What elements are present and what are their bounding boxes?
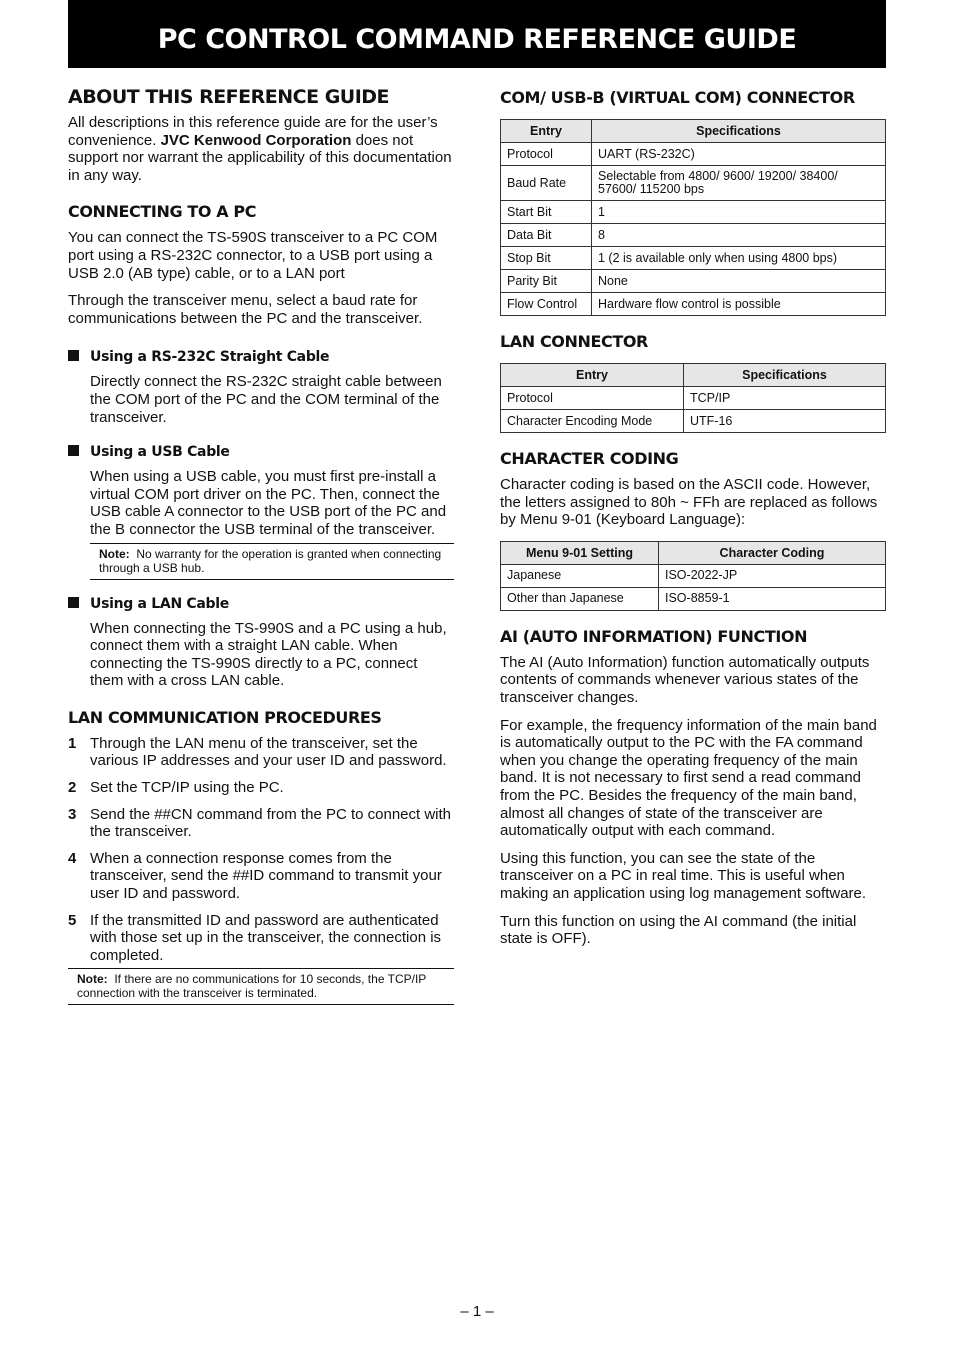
column-header: Entry (501, 364, 684, 387)
column-header: Specifications (592, 120, 886, 143)
left-column (68, 86, 454, 1023)
connecting-heading: CONNECTING TO A PC (68, 202, 257, 222)
about-text: All descriptions in this reference guide are for the user’s convenience. JVC Kenwood Corporation does not support nor warrant the applicability of this documentation in any way. (68, 114, 452, 184)
column-header: Specifications (684, 364, 886, 387)
character-coding-heading: CHARACTER CODING (500, 449, 679, 468)
rs232-section (68, 349, 454, 426)
table-row: Japanese ISO-2022-JP (501, 564, 886, 587)
com-section (500, 88, 886, 316)
table-row: Baud Rate Selectable from 4800/ 9600/ 19200/ 38400/ 57600/ 115200 bps (501, 166, 886, 201)
list-item: 4 When a connection response comes from the transceiver, send the ##ID command to transmit your user ID and password. (68, 849, 442, 903)
usb-text: When using a USB cable, you must first pre-install a virtual COM port driver on the PC. Then, connect the USB cable A connector to the USB port of the PC and the B connector the USB terminal of the transceiver. (90, 468, 447, 538)
lan-connector-heading: LAN CONNECTOR (500, 332, 648, 351)
note-label: Note: (99, 546, 130, 561)
ai-paragraph-2: For example, the frequency information of the main band is automatically output to the PC with the FA command when you change the operating frequency of the main band. It is not necessary to first send a read command from the PC. Besides the frequency of the main band, almost all changes of state of the transceiver are automatically output with each command. (500, 716, 877, 840)
character-coding-table (500, 541, 886, 611)
column-header: Menu 9-01 Setting (501, 541, 659, 564)
note-text: If there are no communications for 10 seconds, the TCP/IP connection with the transceiver is terminated. (77, 972, 427, 1001)
list-item: 2 Set the TCP/IP using the PC. (68, 779, 284, 797)
table-header-row (501, 120, 886, 143)
column-header: Character Coding (659, 541, 886, 564)
connecting-section (68, 202, 454, 327)
table-header-row (501, 364, 886, 387)
list-item: 1 Through the LAN menu of the transceiver, set the various IP addresses and your user ID and password. (68, 734, 447, 770)
lan-procedures-section (68, 708, 454, 1006)
table-row: Start Bit 1 (501, 201, 886, 224)
rs232-text: Directly connect the RS-232C straight cable between the COM port of the PC and the COM terminal of the transceiver. (90, 373, 442, 426)
com-spec-table (500, 119, 886, 316)
lan-cable-heading: Using a LAN Cable (68, 596, 454, 612)
ai-paragraph-3: Using this function, you can see the state of the transceiver on a PC in real time. This is useful when making an application using log management software. (500, 849, 867, 902)
procedure-list (68, 735, 454, 965)
connecting-paragraph-1: You can connect the TS-590S transceiver to a PC COM port using a RS-232C connector, to a USB port using a USB 2.0 (AB type) cable, or to a LAN port (68, 229, 438, 282)
ai-paragraph-1: The AI (Auto Information) function automatically outputs contents of commands whenever various states of the transceiver changes. (500, 653, 870, 706)
page-number: – 1 – (460, 1303, 494, 1320)
table-row: Character Encoding Mode UTF-16 (501, 410, 886, 433)
table-row: Other than Japanese ISO-8859-1 (501, 587, 886, 610)
table-row: Data Bit 8 (501, 224, 886, 247)
rs232-heading: Using a RS-232C Straight Cable (68, 349, 454, 365)
company-name: JVC Kenwood Corporation (160, 131, 352, 149)
square-bullet-icon (68, 350, 79, 361)
page-title: PC CONTROL COMMAND REFERENCE GUIDE (68, 0, 886, 68)
table-header-row (501, 541, 886, 564)
lan-cable-text: When connecting the TS-990S and a PC using a hub, connect them with a straight LAN cable. When connecting the TS-990S directly to a PC, connect them with a cross LAN cable. (90, 619, 447, 690)
lan-note (68, 968, 454, 1005)
ai-heading: AI (AUTO INFORMATION) FUNCTION (500, 626, 808, 646)
lan-procedures-heading: LAN COMMUNICATION PROCEDURES (68, 707, 382, 727)
ai-section (500, 627, 886, 948)
table-row: Flow Control Hardware flow control is possible (501, 293, 886, 316)
about-section (68, 86, 454, 184)
note-text: No warranty for the operation is granted when connecting through a USB hub. (99, 546, 442, 575)
about-heading: ABOUT THIS REFERENCE GUIDE (68, 86, 390, 108)
table-row: Protocol UART (RS-232C) (501, 143, 886, 166)
usb-heading: Using a USB Cable (68, 444, 454, 460)
lan-connector-section (500, 332, 886, 433)
list-item: 3 Send the ##CN command from the PC to connect with the transceiver. (68, 805, 452, 841)
usb-note (90, 543, 454, 580)
character-coding-text: Character coding is based on the ASCII code. However, the letters assigned to 80h ~ FFh are replaced as follows by Menu 9-01 (Keyboard Language): (500, 476, 878, 529)
lan-cable-section (68, 596, 454, 690)
column-header: Entry (501, 120, 592, 143)
ai-paragraph-4: Turn this function on using the AI command (the initial state is OFF). (500, 912, 857, 948)
table-row: Stop Bit 1 (2 is available only when using 4800 bps) (501, 247, 886, 270)
square-bullet-icon (68, 445, 79, 456)
com-heading: COM/ USB-B (VIRTUAL COM) CONNECTOR (500, 88, 855, 107)
connecting-paragraph-2: Through the transceiver menu, select a baud rate for communications between the PC and the transceiver. (68, 292, 423, 327)
table-row: Parity Bit None (501, 270, 886, 293)
table-row: Protocol TCP/IP (501, 387, 886, 410)
usb-section (68, 444, 454, 579)
lan-spec-table (500, 363, 886, 433)
square-bullet-icon (68, 597, 79, 608)
list-item: 5 If the transmitted ID and password are authenticated with those set up in the transceiver, the connection is completed. (68, 911, 442, 964)
character-coding-section (500, 449, 886, 611)
note-label: Note: (77, 972, 108, 987)
right-column (500, 86, 886, 966)
